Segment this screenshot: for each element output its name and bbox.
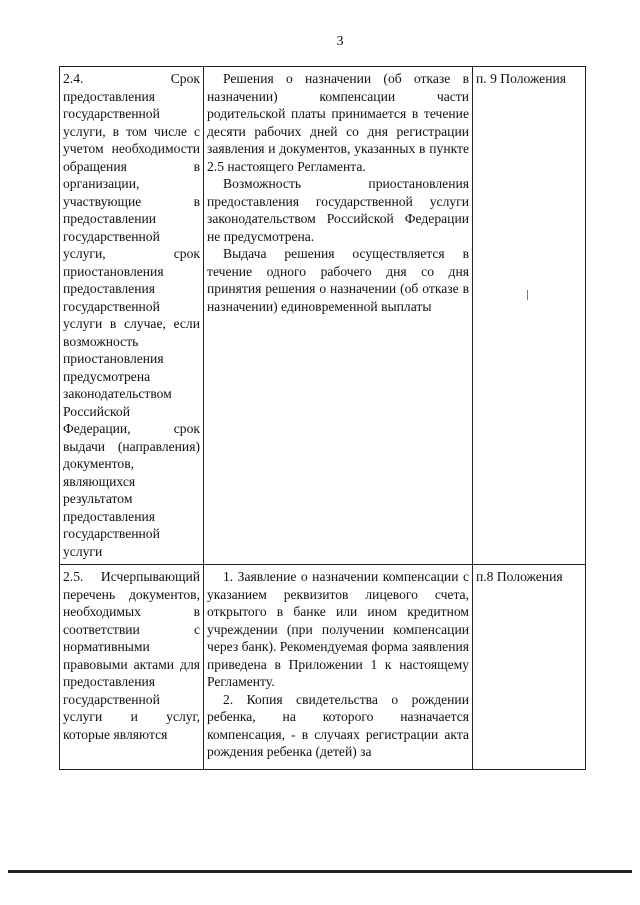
paragraph: 2. Копия свидетельства о рождении ребенка, на которого назначается компенсация, - в случаях регистрации акта рождения ребенка (детей) за (207, 691, 469, 759)
legal-basis-cell: п. 9 Положения (473, 67, 586, 565)
scan-speck (527, 290, 528, 300)
paragraph: 1. Заявление о назначении компенсации с указанием реквизитов лицевого счета, открытого в банке или ином кредитном учреждении (при получении компенсации через банк). Рекомендуемая форма заявления приведена в Приложении 1 к настоящему Регламенту. (207, 569, 469, 689)
page-number: 3 (336, 34, 344, 49)
legal-basis-cell: п.8 Положения (473, 565, 586, 770)
content-cell (204, 67, 473, 565)
scan-edge-line (8, 870, 632, 873)
paragraph: Решения о назначении (об отказе в назначении) компенсации части родительской платы принимается в течение десяти рабочих дней со дня регистрации заявления и документов, указанных в пункте 2.5 настоящего Регламента. (207, 71, 469, 174)
requirement-text: 2.5. Исчерпывающий перечень документов, необходимых в соответствии с нормативными правовыми актами для предоставления государственной услуги и услуг, которые являются (63, 569, 200, 742)
requirement-cell (60, 565, 204, 770)
paragraph: Выдача решения осуществляется в течение одного рабочего дня со дня принятия решения о назначении (об отказе в назначении) единовременной выплаты (207, 246, 469, 314)
table-row (60, 67, 586, 565)
content-text (207, 568, 469, 765)
regulation-table (59, 66, 586, 770)
requirement-cell: 2.4. Срок предоставления государственной услуги, в том числе с учетом необходимости обращения в организации, участвующие в предоставлении государственной услуги, срок приостановления предоставления государственной услуги в случае, если возможность приостановления предусмотрена законодательством Российской Федерации, срок выдачи (направления) документов, являющихся результатом предоставления государственной услуги (60, 67, 204, 565)
table-row (60, 565, 586, 770)
content-cell (204, 565, 473, 770)
paragraph: Возможность приостановления предоставления государственной услуги законодательством Российской Федерации не предусмотрена. (207, 176, 469, 244)
